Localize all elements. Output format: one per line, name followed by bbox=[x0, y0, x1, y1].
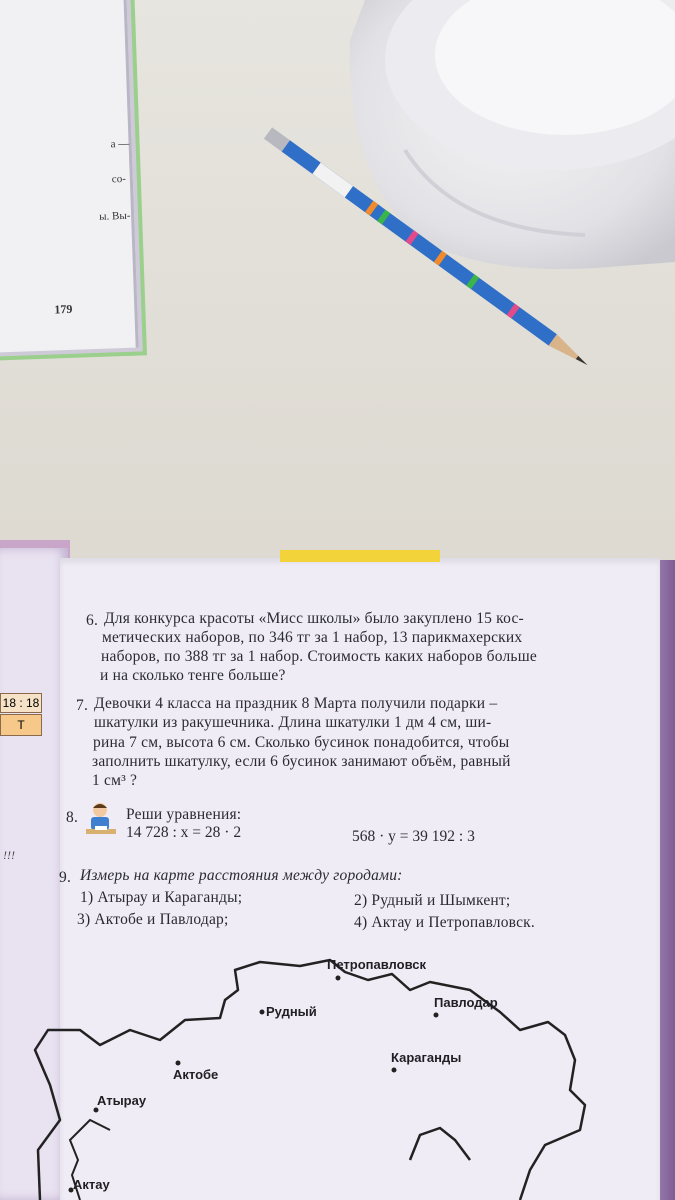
task-number: 6. bbox=[86, 612, 99, 629]
letter-badge: Т bbox=[0, 714, 42, 736]
exclaim-text: !!! bbox=[3, 848, 15, 862]
upper-book-fragment: ы. Вы- bbox=[98, 209, 131, 223]
task6-line: и на сколько тенге больше? bbox=[100, 667, 286, 684]
task-number: 7. bbox=[76, 697, 89, 714]
task-number: 9. bbox=[59, 869, 72, 886]
upper-book-fragment: а — bbox=[110, 137, 130, 151]
task6-line: наборов, по 388 тг за 1 набор. Стоимость каких наборов больше bbox=[101, 648, 537, 665]
task7-line: заполнить шкатулку, если 6 бусинок занимают объём, равный bbox=[92, 753, 511, 770]
task9-title: Измерь на карте расстояния между городами: bbox=[80, 867, 403, 884]
task7-line: Девочки 4 класса на праздник 8 Марта получили подарки – bbox=[94, 695, 498, 712]
city-label-aktobe: Актобе bbox=[173, 1067, 219, 1082]
city-label-atyrau: Атырау bbox=[97, 1093, 147, 1108]
task-number: 8. bbox=[66, 809, 79, 826]
task9-item: 4) Актау и Петропавловск. bbox=[354, 914, 535, 931]
city-label-karaganda: Караганды bbox=[391, 1050, 462, 1065]
upper-book-page-number: 179 bbox=[54, 301, 73, 317]
task9-item: 3) Актобе и Павлодар; bbox=[77, 911, 229, 928]
task7-line: 1 см³ ? bbox=[92, 772, 138, 789]
city-label-aktau: Актау bbox=[73, 1177, 110, 1192]
equation-2: 568 · y = 39 192 : 3 bbox=[352, 828, 475, 845]
time-badge: 18 : 18 bbox=[0, 693, 42, 713]
task8-title: Реши уравнения: bbox=[126, 806, 242, 823]
upper-book-fragment: со- bbox=[111, 172, 127, 186]
city-label-pavlodar: Павлодар bbox=[434, 995, 498, 1010]
city-label-petropavlovsk: Петропавловск bbox=[327, 957, 426, 972]
task9-item: 1) Атырау и Караганды; bbox=[80, 889, 243, 906]
task9-item: 2) Рудный и Шымкент; bbox=[354, 892, 511, 909]
city-label-rudny: Рудный bbox=[266, 1004, 317, 1019]
task6-line: метических наборов, по 346 тг за 1 набор, 13 парикмахерских bbox=[102, 629, 523, 646]
task6-line: Для конкурса красоты «Мисс школы» было закуплено 15 кос- bbox=[104, 610, 524, 627]
task7-line: шкатулки из ракушечника. Длина шкатулки 1 дм 4 см, ши- bbox=[94, 714, 492, 731]
task7-line: рина 7 см, высота 6 см. Сколько бусинок понадобится, чтобы bbox=[93, 734, 510, 751]
equation-1: 14 728 : x = 28 · 2 bbox=[126, 824, 242, 841]
